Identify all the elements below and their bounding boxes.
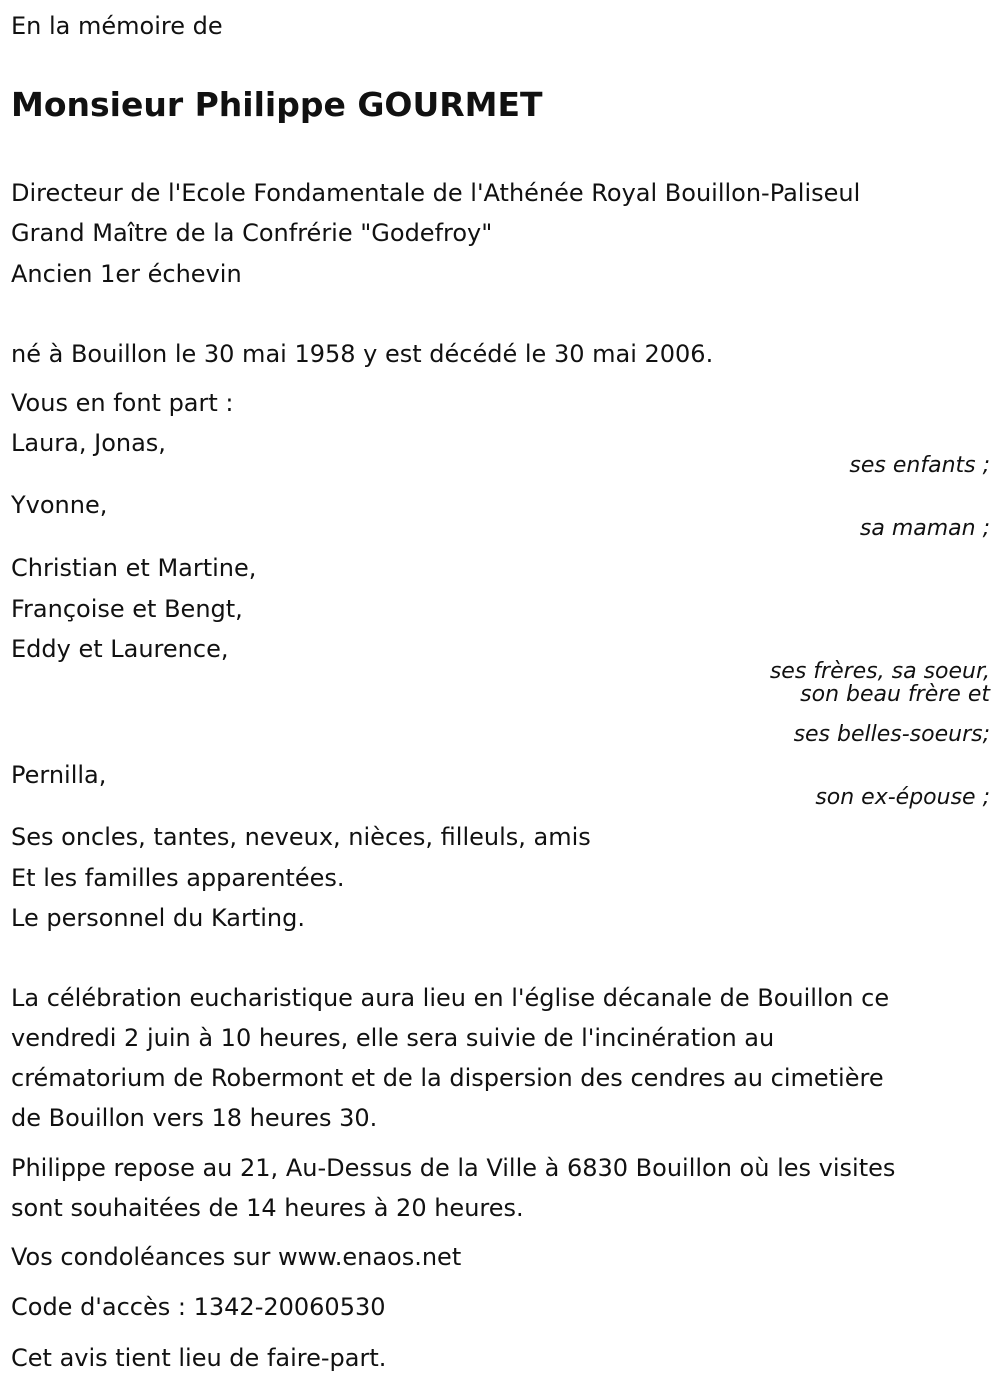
- visits-line: sont souhaitées de 14 heures à 20 heures.: [11, 1194, 524, 1222]
- mother-role: sa maman ;: [859, 516, 990, 541]
- siblings-role-line: son beau frère et: [800, 682, 990, 707]
- title-line: Directeur de l'Ecole Fondamentale de l'Athénée Royal Bouillon-Paliseul: [11, 179, 861, 207]
- intro-text: En la mémoire de: [11, 12, 223, 40]
- title-line: Ancien 1er échevin: [11, 260, 242, 288]
- deceased-name: Monsieur Philippe GOURMET: [11, 85, 543, 124]
- visits-line: Philippe repose au 21, Au-Dessus de la Ville à 6830 Bouillon où les visites: [11, 1154, 896, 1182]
- sibling-line: Françoise et Bengt,: [11, 595, 243, 623]
- announce-text: Vous en font part :: [11, 389, 234, 417]
- children-role: ses enfants ;: [849, 453, 990, 478]
- ex-spouse-name: Pernilla,: [11, 761, 107, 789]
- condolences-text: Vos condoléances sur www.enaos.net: [11, 1243, 462, 1271]
- ceremony-line: de Bouillon vers 18 heures 30.: [11, 1104, 378, 1132]
- children-names: Laura, Jonas,: [11, 429, 166, 457]
- siblings-role-line: ses frères, sa soeur,: [769, 659, 990, 684]
- ceremony-line: crématorium de Robermont et de la dispersion des cendres au cimetière: [11, 1064, 884, 1092]
- access-code-text: Code d'accès : 1342-20060530: [11, 1293, 386, 1321]
- sibling-line: Eddy et Laurence,: [11, 635, 229, 663]
- others-line: Et les familles apparentées.: [11, 864, 345, 892]
- title-line: Grand Maître de la Confrérie "Godefroy": [11, 219, 493, 247]
- ceremony-line: vendredi 2 juin à 10 heures, elle sera suivie de l'incinération au: [11, 1024, 775, 1052]
- ex-spouse-role: son ex-épouse ;: [815, 785, 990, 810]
- closing-text: Cet avis tient lieu de faire-part.: [11, 1344, 387, 1372]
- others-line: Ses oncles, tantes, neveux, nièces, filleuls, amis: [11, 823, 591, 851]
- siblings-role-line: ses belles-soeurs;: [793, 722, 990, 747]
- others-line: Le personnel du Karting.: [11, 904, 305, 932]
- mother-name: Yvonne,: [11, 491, 108, 519]
- ceremony-line: La célébration eucharistique aura lieu en l'église décanale de Bouillon ce: [11, 984, 890, 1012]
- sibling-line: Christian et Martine,: [11, 554, 257, 582]
- birth-death-text: né à Bouillon le 30 mai 1958 y est décédé le 30 mai 2006.: [11, 340, 714, 368]
